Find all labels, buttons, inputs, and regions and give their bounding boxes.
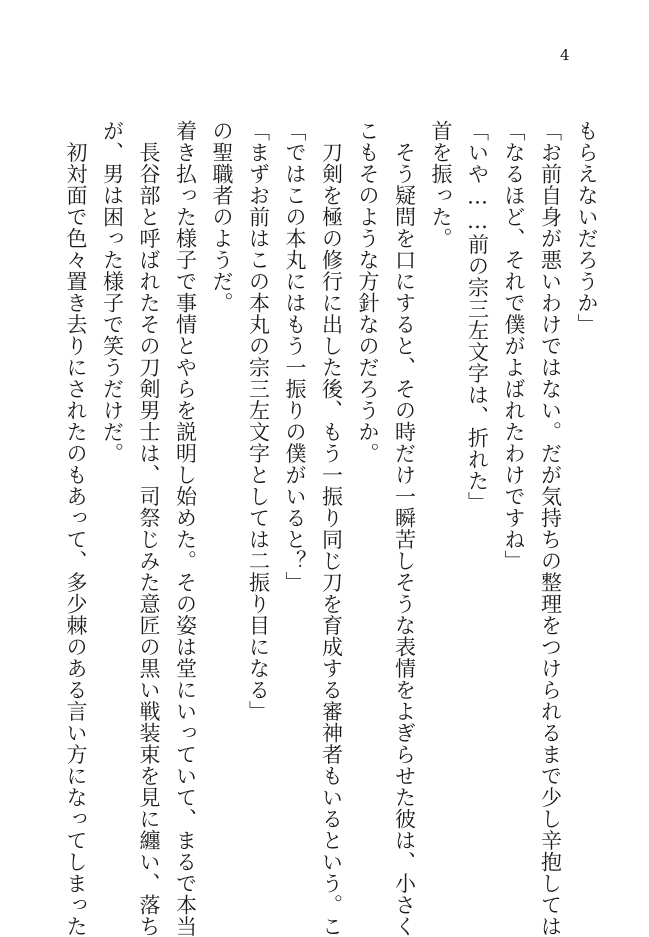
text-column: 刀剣を極の修行に出した後、もう一振り同じ刀を育成する審神者もいるという。こ (319, 120, 344, 937)
text-column: こもそのような方針なのだろうか。 (356, 120, 380, 464)
text-column: 長谷部と呼ばれたその刀剣男士は、司祭じみた意匠の黒い戦装束を見に纏い、落ち (137, 120, 161, 937)
text-column: が、男は困った様子で笑うだけだ。 (100, 120, 125, 464)
text-column: 「いや……前の宗三左文字は、折れた」 (465, 120, 490, 513)
text-column: 「まずお前はこの本丸の宗三左文字としては二振り目になる」 (246, 120, 271, 722)
text-column: そう疑問を口にすると、その時だけ一瞬苦しそうな表情をよぎらせた彼は、小さく (392, 120, 417, 937)
page-number: 4 (560, 46, 570, 64)
text-column: 「ではこの本丸にはもう一振りの僕がいると？」 (283, 120, 307, 593)
vertical-text-body (63, 120, 599, 937)
text-column: の聖職者のようだ。 (210, 120, 234, 314)
text-column: 「お前自身が悪いわけではない。だが気持ちの整理をつけられるまで少し辛抱しては (538, 120, 563, 937)
text-column: 着き払った様子で事情とやらを説明し始めた。その姿は堂にいっていて、まるで本当 (173, 120, 198, 937)
text-column: 初対面で色々置き去りにされたのもあって、多少棘のある言い方になってしまった (64, 120, 88, 937)
text-column: 首を振った。 (429, 120, 453, 249)
text-column: もらえないだろうか」 (575, 120, 599, 335)
text-column: 「なるほど、それで僕がよばれたわけですね」 (502, 120, 526, 572)
